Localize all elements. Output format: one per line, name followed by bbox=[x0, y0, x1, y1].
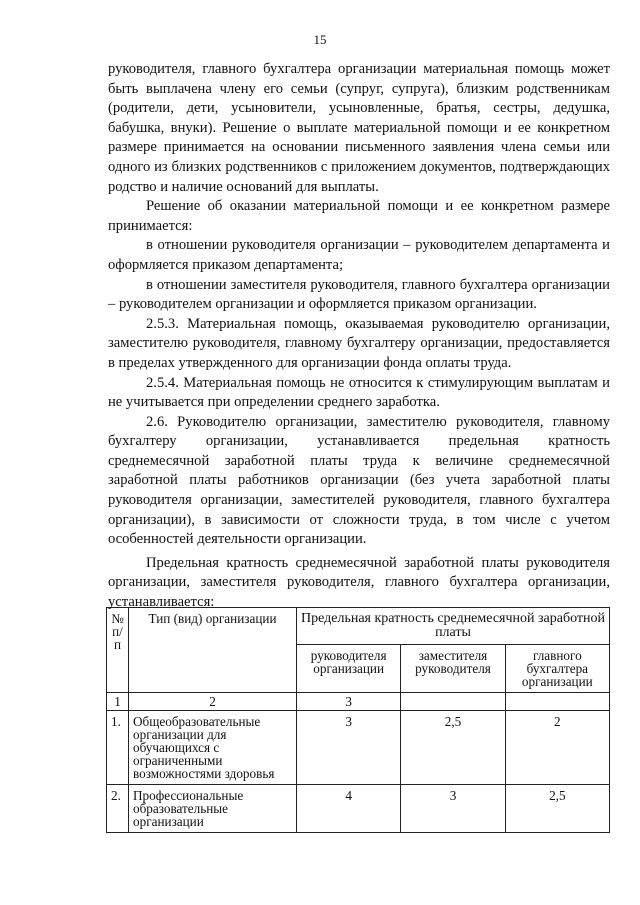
column-number: 2 bbox=[129, 693, 297, 711]
table-header-row bbox=[107, 608, 610, 645]
page-number: 15 bbox=[313, 32, 327, 47]
paragraph-2-5-4: 2.5.4. Материальная помощь не относится к стимулирующим выплатам и не учитывается при определении среднего заработка. bbox=[108, 374, 610, 411]
header-org-type: Тип (вид) организации bbox=[129, 608, 297, 693]
column-number: 1 bbox=[107, 693, 129, 711]
column-number bbox=[505, 693, 609, 711]
header-accountant: главного бухгалтера организации bbox=[505, 645, 609, 693]
row-head-ratio: 4 bbox=[297, 785, 401, 833]
table-numbering-row bbox=[107, 693, 610, 711]
header-deputy: заместителя руководителя bbox=[401, 645, 505, 693]
paragraph-decision: Решение об оказании материальной помощи и ее конкретном размере принимается: bbox=[108, 198, 610, 234]
row-deputy-ratio: 2,5 bbox=[401, 711, 505, 785]
salary-ratio-table bbox=[106, 607, 610, 833]
column-number: 3 bbox=[297, 693, 401, 711]
header-number: № п/п bbox=[107, 608, 129, 693]
table-row bbox=[107, 785, 610, 833]
row-accountant-ratio: 2 bbox=[505, 711, 609, 785]
row-number: 2. bbox=[107, 785, 129, 833]
header-head: руководителя организации bbox=[297, 645, 401, 693]
table-row bbox=[107, 711, 610, 785]
paragraph-2-6: 2.6. Руководителю организации, заместителю руководителя, главному бухгалтеру организации, устанавливается предельная кратность среднемесячной заработной платы труда к величине среднемесячной заработной платы работников организации (без учета заработной платы руководителя организации, заместителей руководителя, главного бухгалтера организации), в зависимости от сложности труда, в том числе с учетом особенностей деятельности организации. bbox=[108, 413, 610, 548]
row-accountant-ratio: 2,5 bbox=[505, 785, 609, 833]
document-body bbox=[108, 60, 610, 613]
row-head-ratio: 3 bbox=[297, 711, 401, 785]
row-deputy-ratio: 3 bbox=[401, 785, 505, 833]
paragraph-2-5-3: 2.5.3. Материальная помощь, оказываемая руководителю организации, заместителю руководителя, главному бухгалтеру организации, предоставляется в пределах утвержденного для организации фонда оплаты труда. bbox=[108, 315, 610, 371]
row-number: 1. bbox=[107, 711, 129, 785]
paragraph-head-order: в отношении руководителя организации – руководителем департамента и оформляется приказом департамента; bbox=[108, 237, 610, 273]
paragraph-deputy-order: в отношении заместителя руководителя, главного бухгалтера организации – руководителем организации и оформляется приказом организации. bbox=[108, 276, 610, 313]
row-org-type: Профессиональные образовательные организации bbox=[129, 785, 297, 833]
column-number bbox=[401, 693, 505, 711]
row-org-type: Общеобразовательные организации для обучающихся с ограниченными возможностями здоровья bbox=[129, 711, 297, 785]
header-ratio-group: Предельная кратность среднемесячной заработной платы bbox=[297, 608, 610, 645]
paragraph-continuation: руководителя, главного бухгалтера организации материальная помощь может быть выплачена члену его семьи (супруг, супруга), близким родственникам (родители, дети, усыновители, усыновленные, братья, сестры, дедушка, бабушка, внуки). Решение о выплате материальной помощи и ее конкретном размере принимается на основании письменного заявления члена семьи или одного из близких родственников с приложением документов, подтверждающих родство и наличие оснований для выплаты. bbox=[108, 61, 610, 195]
paragraph-limit-intro: Предельная кратность среднемесячной заработной платы руководителя организации, заместителя руководителя, главного бухгалтера организации, устанавливается: bbox=[108, 554, 610, 611]
